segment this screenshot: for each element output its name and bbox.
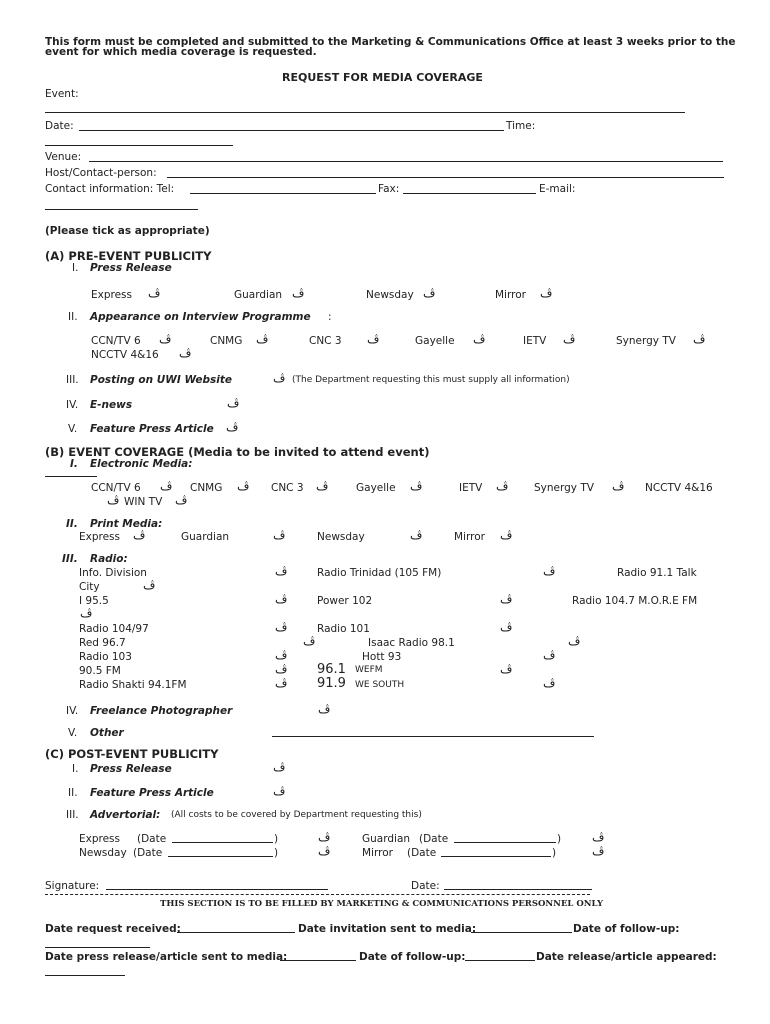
radio-talk-city-checkbox[interactable]: ڤ [143, 578, 156, 592]
followup1-field[interactable] [45, 947, 150, 948]
b-ii-num: II. [66, 518, 78, 530]
a-i-num: I. [72, 262, 79, 274]
a-website-label: Posting on UWI Website [90, 374, 232, 386]
invitation-field[interactable] [471, 932, 572, 933]
a-enews-checkbox[interactable]: ڤ [227, 396, 240, 410]
a-ncctv-label: NCCTV 4&16 [91, 349, 159, 361]
c-advertorial-label: Advertorial: [90, 809, 161, 821]
event-label: Event: [45, 88, 79, 100]
radio-talk-label: Radio 91.1 Talk [617, 567, 697, 579]
c-newsday-paren: ) [274, 847, 279, 859]
b-wintv-checkbox[interactable]: ڤ [175, 493, 188, 507]
section-a-heading: (A) PRE-EVENT PUBLICITY [45, 249, 212, 263]
c-mirror-date-field[interactable] [441, 856, 551, 857]
personnel-note: THIS SECTION IS TO BE FILLED BY MARKETING & COMMUNICATIONS PERSONNEL ONLY [160, 899, 604, 909]
radio-we-south-num: 91.9 [317, 676, 346, 691]
a-synergy-checkbox[interactable]: ڤ [693, 332, 706, 346]
c-feature-checkbox[interactable]: ڤ [273, 784, 286, 798]
email-label: E-mail: [539, 183, 576, 195]
c-feature-label: Feature Press Article [90, 787, 214, 799]
b-express-label: Express [79, 531, 121, 543]
b-guardian-checkbox[interactable]: ڤ [273, 528, 286, 542]
a-press-release-label: Press Release [90, 262, 172, 274]
radio-we-south: WE SOUTH [355, 680, 405, 690]
cut-line [45, 894, 590, 895]
b-v-num: V. [68, 727, 78, 739]
b-cnmg-label: CNMG [190, 482, 223, 494]
radio-101-checkbox[interactable]: ڤ [500, 620, 513, 634]
b-ietv-checkbox[interactable]: ڤ [496, 479, 509, 493]
radio-red-96-7-checkbox[interactable]: ڤ [303, 634, 316, 648]
radio-more-fm: Radio 104.7 M.O.R.E FM [572, 595, 698, 607]
fax-field[interactable] [403, 193, 536, 194]
received-label: Date request received: [45, 923, 181, 935]
radio-104-97: Radio 104/97 [79, 623, 149, 635]
date-label: Date: [45, 120, 74, 132]
radio-i955: I 95.5 [79, 595, 109, 607]
radio-more-fm-checkbox[interactable]: ڤ [80, 606, 93, 620]
a-mirror-checkbox[interactable]: ڤ [540, 286, 553, 300]
b-photographer-label: Freelance Photographer [90, 705, 233, 717]
radio-city-label: City [79, 581, 100, 593]
followup2-label: Date of follow-up: [359, 951, 466, 963]
a-interview-colon: : [328, 311, 332, 323]
a-ii-num: II. [68, 311, 78, 323]
c-ii-num: II. [68, 787, 78, 799]
b-cnc3-checkbox[interactable]: ڤ [316, 479, 329, 493]
a-guardian-label: Guardian [234, 289, 283, 301]
b-mirror-checkbox[interactable]: ڤ [500, 528, 513, 542]
signature-field[interactable] [106, 889, 328, 890]
b-ccn-checkbox[interactable]: ڤ [160, 479, 173, 493]
section-c-heading: (C) POST-EVENT PUBLICITY [45, 747, 219, 761]
radio-isaac-checkbox[interactable]: ڤ [568, 634, 581, 648]
a-ncctv-checkbox[interactable]: ڤ [179, 346, 192, 360]
c-guardian-checkbox[interactable]: ڤ [592, 830, 605, 844]
a-iii-num: III. [66, 374, 79, 386]
b-express-checkbox[interactable]: ڤ [133, 528, 146, 542]
a-newsday-label: Newsday [366, 289, 414, 301]
c-guardian-date-field[interactable] [454, 842, 556, 843]
date-field[interactable] [79, 130, 504, 131]
tick-note: (Please tick as appropriate) [45, 225, 210, 237]
a-newsday-checkbox[interactable]: ڤ [423, 286, 436, 300]
c-guardian-paren: ) [557, 833, 562, 845]
a-guardian-checkbox[interactable]: ڤ [292, 286, 305, 300]
b-photographer-checkbox[interactable]: ڤ [318, 702, 331, 716]
event-field[interactable] [45, 112, 685, 113]
a-express-checkbox[interactable]: ڤ [148, 286, 161, 300]
intro-line-2: event for which media coverage is requested. [45, 46, 317, 58]
a-ietv-label: IETV [523, 335, 547, 347]
c-newsday-checkbox[interactable]: ڤ [318, 844, 331, 858]
a-cnmg-checkbox[interactable]: ڤ [256, 332, 269, 346]
a-website-checkbox[interactable]: ڤ [273, 371, 286, 385]
b-print-label: Print Media: [90, 518, 163, 530]
host-field[interactable] [167, 177, 724, 178]
intro-line-1: This form must be completed and submitted to the Marketing & Communications Office at least 3 weeks prior to the [45, 36, 736, 48]
c-mirror-date-label: (Date [407, 847, 437, 859]
a-ietv-checkbox[interactable]: ڤ [563, 332, 576, 346]
c-newsday-date-field[interactable] [168, 856, 273, 857]
appeared-label: Date release/article appeared: [536, 951, 717, 963]
c-express-paren: ) [274, 833, 279, 845]
radio-101: Radio 101 [317, 623, 370, 635]
c-express-date-field[interactable] [172, 842, 273, 843]
radio-power-102-checkbox[interactable]: ڤ [500, 592, 513, 606]
tel-label: Contact information: Tel: [45, 183, 175, 195]
c-newsday-date-label: (Date [133, 847, 163, 859]
a-ccn-checkbox[interactable]: ڤ [159, 332, 172, 346]
email-field[interactable] [45, 209, 198, 210]
fax-label: Fax: [378, 183, 400, 195]
b-iv-num: IV. [66, 705, 79, 717]
press-sent-field[interactable] [280, 960, 356, 961]
form-title: REQUEST FOR MEDIA COVERAGE [282, 71, 483, 84]
b-ncctv-checkbox[interactable]: ڤ [107, 493, 120, 507]
radio-info-division-checkbox[interactable]: ڤ [275, 564, 288, 578]
radio-wefm-checkbox[interactable]: ڤ [500, 662, 513, 676]
b-ncctv-label: NCCTV 4&16 [645, 482, 713, 494]
followup1-label: Date of follow-up: [573, 923, 680, 935]
radio-shakti: Radio Shakti 94.1FM [79, 679, 187, 691]
tel-field[interactable] [190, 193, 376, 194]
time-label: Time: [506, 120, 536, 132]
b-newsday-checkbox[interactable]: ڤ [410, 528, 423, 542]
c-guardian-label: Guardian [362, 833, 411, 845]
a-iv-num: IV. [66, 399, 79, 411]
radio-trinidad: Radio Trinidad (105 FM) [317, 567, 442, 579]
a-gayelle-label: Gayelle [415, 335, 455, 347]
radio-103: Radio 103 [79, 651, 132, 663]
radio-info-division: Info. Division [79, 567, 147, 579]
b-synergy-label: Synergy TV [534, 482, 594, 494]
c-mirror-checkbox[interactable]: ڤ [592, 844, 605, 858]
b-gayelle-label: Gayelle [356, 482, 396, 494]
c-press-release-checkbox[interactable]: ڤ [273, 760, 286, 774]
c-newsday-label: Newsday [79, 847, 127, 859]
radio-104-97-checkbox[interactable]: ڤ [275, 620, 288, 634]
sig-date-label: Date: [411, 880, 440, 892]
a-website-note: (The Department requesting this must supply all information) [292, 375, 570, 385]
radio-isaac: Isaac Radio 98.1 [368, 637, 455, 649]
b-radio-label: Radio: [90, 553, 128, 565]
a-enews-label: E-news [90, 399, 133, 411]
sig-date-field[interactable] [444, 889, 592, 890]
radio-red-96-7: Red 96.7 [79, 637, 126, 649]
radio-hott-93-checkbox[interactable]: ڤ [543, 648, 556, 662]
b-cnmg-checkbox[interactable]: ڤ [237, 479, 250, 493]
radio-90-5-fm: 90.5 FM [79, 665, 121, 677]
c-mirror-label: Mirror [362, 847, 393, 859]
radio-hott-93: Hott 93 [362, 651, 402, 663]
followup2-field[interactable] [465, 960, 535, 961]
c-express-date-label: (Date [137, 833, 167, 845]
b-i-num: I. [70, 458, 78, 470]
b-electronic-rule [45, 476, 97, 477]
invitation-label: Date invitation sent to media: [298, 923, 477, 935]
a-express-label: Express [91, 289, 133, 301]
section-b-heading: (B) EVENT COVERAGE (Media to be invited to attend event) [45, 445, 430, 459]
c-iii-num: III. [66, 809, 79, 821]
a-v-num: V. [68, 423, 78, 435]
radio-wefm: WEFM [355, 665, 383, 675]
radio-power-102: Power 102 [317, 595, 373, 607]
b-cnc3-label: CNC 3 [271, 482, 304, 494]
a-feature-label: Feature Press Article [90, 423, 214, 435]
b-newsday-label: Newsday [317, 531, 365, 543]
b-guardian-label: Guardian [181, 531, 230, 543]
a-mirror-label: Mirror [495, 289, 526, 301]
c-mirror-paren: ) [552, 847, 557, 859]
c-express-checkbox[interactable]: ڤ [318, 830, 331, 844]
b-wintv-label: WIN TV [124, 496, 163, 508]
venue-label: Venue: [45, 151, 82, 163]
b-other-label: Other [90, 727, 124, 739]
radio-wefm-num: 96.1 [317, 662, 346, 677]
a-cnmg-label: CNMG [210, 335, 243, 347]
c-advertorial-note: (All costs to be covered by Department requesting this) [171, 810, 422, 820]
c-i-num: I. [72, 763, 79, 775]
b-ietv-label: IETV [459, 482, 483, 494]
venue-field[interactable] [89, 161, 723, 162]
b-iii-num: III. [62, 553, 78, 565]
a-interview-label: Appearance on Interview Programme [90, 311, 311, 323]
press-sent-label: Date press release/article sent to media: [45, 951, 288, 963]
c-express-label: Express [79, 833, 121, 845]
b-electronic-label: Electronic Media: [90, 458, 193, 470]
a-synergy-label: Synergy TV [616, 335, 676, 347]
a-feature-checkbox[interactable]: ڤ [226, 420, 239, 434]
radio-shakti-checkbox[interactable]: ڤ [275, 676, 288, 690]
radio-i955-checkbox[interactable]: ڤ [275, 592, 288, 606]
a-ccn-label: CCN/TV 6 [91, 335, 141, 347]
signature-label: Signature: [45, 880, 100, 892]
b-ccn-label: CCN/TV 6 [91, 482, 141, 494]
a-cnc3-checkbox[interactable]: ڤ [367, 332, 380, 346]
host-label: Host/Contact-person: [45, 167, 157, 179]
a-cnc3-label: CNC 3 [309, 335, 342, 347]
time-field[interactable] [45, 145, 233, 146]
appeared-field[interactable] [45, 975, 125, 976]
b-gayelle-checkbox[interactable]: ڤ [410, 479, 423, 493]
b-other-field[interactable] [272, 736, 594, 737]
b-synergy-checkbox[interactable]: ڤ [612, 479, 625, 493]
b-mirror-label: Mirror [454, 531, 485, 543]
radio-103-checkbox[interactable]: ڤ [275, 648, 288, 662]
radio-we-south-checkbox[interactable]: ڤ [543, 676, 556, 690]
c-press-release-label: Press Release [90, 763, 172, 775]
a-gayelle-checkbox[interactable]: ڤ [473, 332, 486, 346]
c-guardian-date-label: (Date [419, 833, 449, 845]
radio-90-5-fm-checkbox[interactable]: ڤ [275, 662, 288, 676]
radio-trinidad-checkbox[interactable]: ڤ [543, 564, 556, 578]
received-field[interactable] [177, 932, 295, 933]
